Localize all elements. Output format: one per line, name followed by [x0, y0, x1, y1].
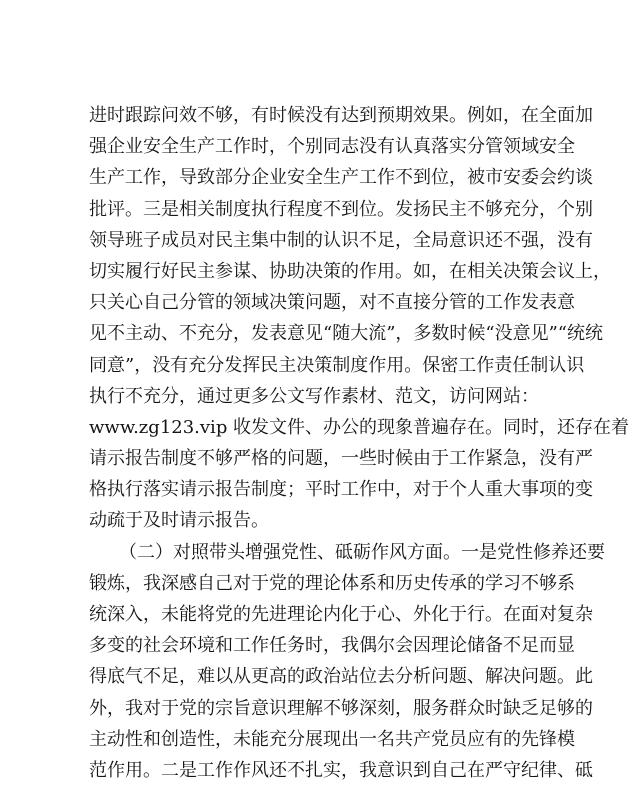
text-line: 进时跟踪问效不够，有时候没有达到预期效果。例如，在全面加 — [89, 105, 593, 126]
text-line: 请示报告制度不够严格的问题，一些时候由于工作紧急，没有严 — [89, 448, 593, 470]
text-line: 主动性和创造性，未能充分展现出一名共产党员应有的先锋模 — [89, 728, 575, 750]
text-line: 动疏于及时请示报告。 — [89, 510, 269, 532]
text-line: 统深入，未能将党的先进理论内化于心、外化于行。在面对复杂 — [89, 604, 593, 625]
text-line: 格执行落实请示报告制度；平时工作中，对于个人重大事项的变 — [89, 479, 593, 501]
text-line: 生产工作，导致部分企业安全生产工作不到位，被市安委会约谈 — [89, 167, 593, 189]
text-line: 领导班子成员对民主集中制的认识不足，全局意识还不强，没有 — [89, 229, 593, 251]
text-line: 切实履行好民主参谋、协助决策的作用。如，在相关决策会议上， — [89, 260, 611, 282]
text-line: 执行不充分，通过更多公文写作素材、范文，访问网站： — [89, 385, 539, 407]
text-line: 外，我对于党的宗旨意识理解不够深刻，服务群众时缺乏足够的 — [89, 697, 593, 719]
text-line: 强企业安全生产工作时，个别同志没有认真落实分管领域安全 — [89, 136, 575, 158]
section-heading-line: （二）对照带头增强党性、砥砺作风方面。一是党性修养还要 — [119, 541, 605, 563]
text-line: 同意”，没有充分发挥民主决策制度作用。保密工作责任制认识 — [89, 354, 585, 376]
body-text — [89, 100, 629, 786]
text-line: 范作用。二是工作作风还不扎实，我意识到自己在严守纪律、砥 — [89, 759, 593, 781]
text-line: 锻炼，我深感自己对于党的理论体系和历史传承的学习不够系 — [89, 572, 575, 594]
text-line: 见不主动、不充分，发表意见“随大流”，多数时候“没意见”“统统 — [89, 323, 604, 345]
text-line: 只关心自己分管的领域决策问题，对不直接分管的工作发表意 — [89, 292, 575, 314]
text-line: www.zg123.vip 收发文件、办公的现象普遍存在。同时，还存在着 — [89, 416, 629, 438]
text-line: 批评。三是相关制度执行程度不到位。发扬民主不够充分，个别 — [89, 198, 593, 220]
text-line: 多变的社会环境和工作任务时，我偶尔会因理论储备不足而显 — [89, 635, 575, 657]
text-line: 得底气不足，难以从更高的政治站位去分析问题、解决问题。此 — [89, 666, 593, 688]
